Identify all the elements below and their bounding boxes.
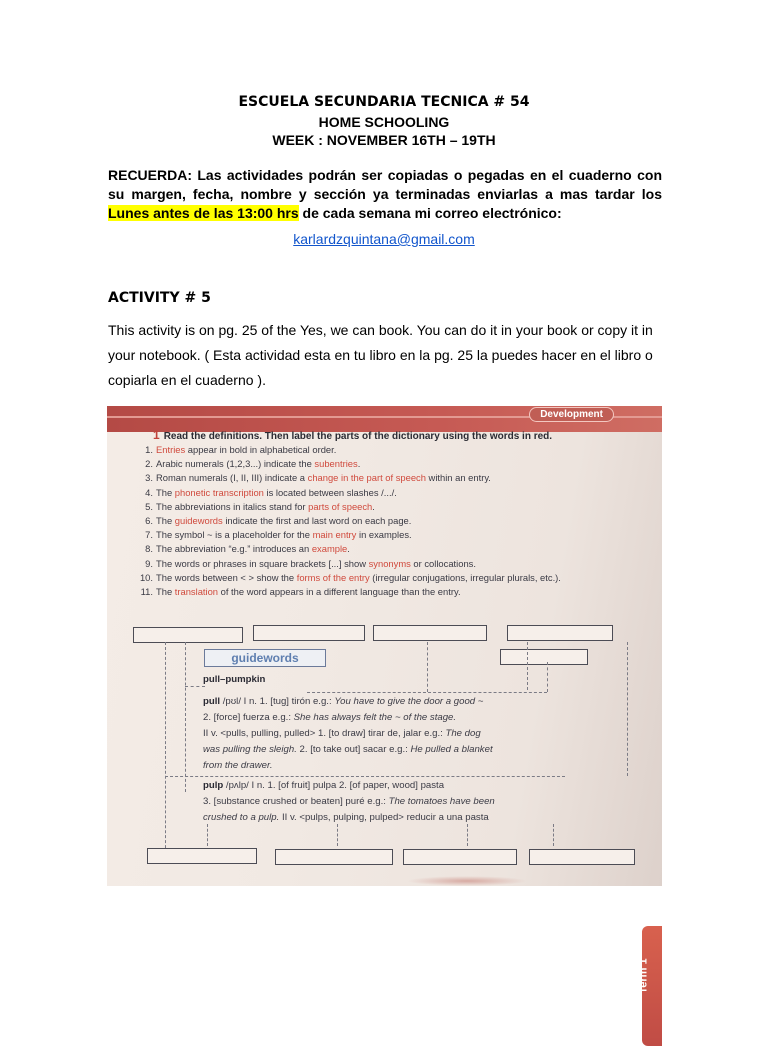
label-box [373,625,487,641]
connector-line [165,776,565,777]
connector-line [467,824,468,846]
guideword-line: pull–pumpkin [203,674,266,685]
label-box [529,849,635,865]
connector-line [185,686,205,687]
textbook-photo [107,406,662,994]
term-tab [637,926,662,1046]
subtitle: HOME SCHOOLING [318,114,450,130]
term-tab-label: Term 1 [637,958,650,994]
definition-item: 9. The words or phrases in square brackets [...] show synonyms or collocations. [145,557,476,569]
dictionary-entry-pulp: pulp /pʌlp/ I n. 1. [of fruit] pulpa 2. [of paper, wood] pasta 3. [substance crushed or beaten] puré e.g.: The tomatoes have been crushed to a pulp. II v. <pulps, pulping, pulped> reducir a una pasta [203,780,495,823]
reminder-text-end: de cada semana mi correo electrónico: [298,205,562,221]
exercise-number: 1 [153,428,160,442]
label-box [500,649,588,665]
definition-item: 2. Arabic numerals (1,2,3...) indicate the subentries. [145,458,361,470]
deadline-highlight: Lunes antes de las 13:00 hrs [108,205,299,221]
school-name: ESCUELA SECUNDARIA TECNICA # 54 [238,94,530,110]
connector-line [553,824,554,846]
definition-item: 7. The symbol ~ is a placeholder for the main entry in examples. [145,529,412,541]
label-box [507,625,613,641]
email-link[interactable] [0,231,768,247]
connector-line [307,692,547,693]
label-box [253,625,365,641]
development-badge: Development [529,407,614,422]
label-box [147,848,257,864]
connector-line [337,824,338,846]
label-box [275,849,393,865]
connector-line [165,642,166,858]
dictionary-entry-pull: pull /pʊl/ I n. 1. [tug] tirón e.g.: You have to give the door a good ~ 2. [force] fuerza e.g.: She has always felt the ~ of the stage. II v. <pulls, pulling, pulled> 1. [to draw] tirar de, jalar e.g.: The dog was pulling the sleigh. 2. [to take out] sacar e.g.: He pulled a blanket from the drawer. [203,696,493,771]
exercise-instruction [153,428,552,442]
definitions-list [131,444,631,600]
activity-description: This activity is on pg. 25 of the Yes, we can book. You can do it in your book or copy it in your notebook. ( Esta actividad esta en tu libro en la pg. 25 la puedes hacer en el libro o copiarla en el cuaderno ). [108,322,653,388]
definition-item: 1. Entries appear in bold in alphabetical order. [145,444,337,455]
definition-item: 5. The abbreviations in italics stand for parts of speech. [145,500,375,512]
definition-item: 11. The translation of the word appears in a different language than the entry. [140,585,461,597]
connector-line [207,824,208,846]
instruction-text: Read the definitions. Then label the parts of the dictionary using the words in red. [163,431,553,442]
week-range: WEEK : NOVEMBER 16TH – 19TH [272,132,496,148]
page-smudge [407,876,527,886]
definition-item: 4. The phonetic transcription is located between slashes /.../. [145,486,397,498]
activity-title: ACTIVITY # 5 [108,290,211,306]
reminder-notice [108,166,662,223]
label-box [133,627,243,643]
connector-line [185,642,186,792]
definition-item: 10. The words between < > show the forms of the entry (irregular conjugations, irregular plurals, etc.). [139,571,561,583]
email-address[interactable]: karlardzquintana@gmail.com [293,231,475,247]
definition-item: 3. Roman numerals (I, II, III) indicate a change in the part of speech within an entry. [145,472,491,484]
guidewords-label: guidewords [204,649,326,667]
reminder-text: RECUERDA: Las actividades podrán ser copiadas o pegadas en el cuaderno con su margen, fecha, nombre y sección ya terminadas enviarlas a mas tardar los [108,167,662,202]
definition-item: 6. The guidewords indicate the first and last word on each page. [145,514,412,526]
definition-item: 8. The abbreviation “e.g.” introduces an example. [145,543,350,555]
label-box [403,849,517,865]
